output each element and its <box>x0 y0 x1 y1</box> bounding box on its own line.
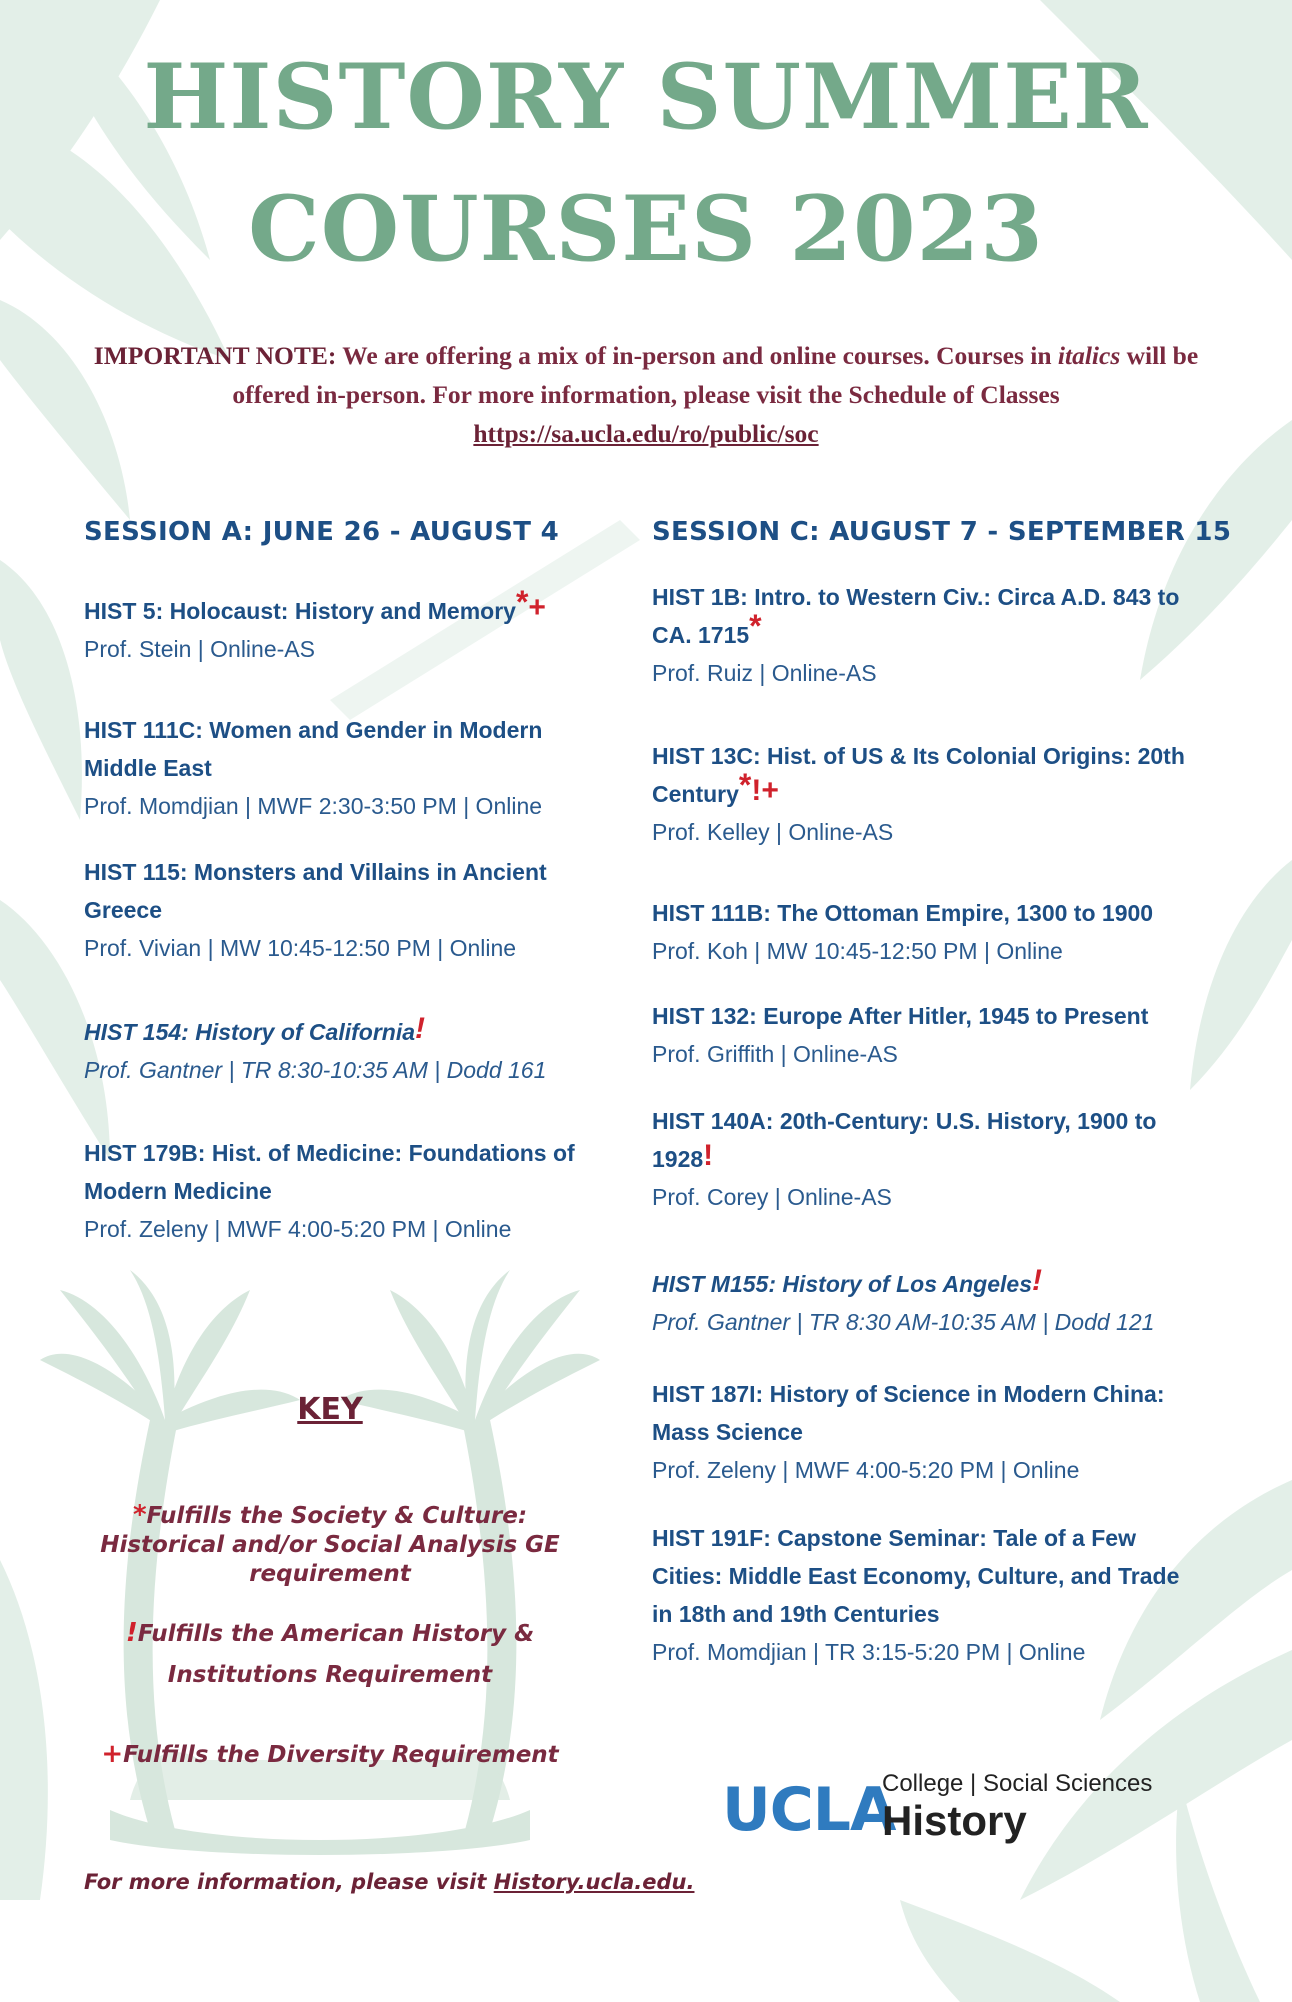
title-line-2: COURSES 2023 <box>248 176 1044 282</box>
plus-mark: + <box>101 1739 124 1769</box>
key-item-text: Fulfills the Society & Culture: Historical and/or Social Analysis GE requirement <box>100 1503 560 1587</box>
session-c-heading: SESSION C: AUGUST 7 - SEPTEMBER 15 <box>652 517 1232 547</box>
course-detail: Prof. Gantner | TR 8:30-10:35 AM | Dodd 161 <box>84 1057 547 1083</box>
course-detail: Prof. Momdjian | MWF 2:30-3:50 PM | Online <box>84 793 543 819</box>
course-detail: Prof. Zeleny | MWF 4:00-5:20 PM | Online <box>84 1216 512 1242</box>
history-website-link[interactable]: History.ucla.edu. <box>493 1870 695 1894</box>
course-entry <box>652 1265 1204 1341</box>
course-title-text: HIST 111C: Women and Gender in Modern Middle East <box>84 717 543 781</box>
course-entry <box>652 1102 1204 1216</box>
star-mark: * <box>132 1500 147 1530</box>
course-title-text: HIST 187I: History of Science in Modern China: Mass Science <box>652 1381 1165 1445</box>
course-entry <box>652 1375 1204 1489</box>
key-item-american-history <box>120 1614 540 1696</box>
exclamation-mark: ! <box>751 774 762 807</box>
title-line-1: HISTORY SUMMER <box>143 44 1149 150</box>
key-item-diversity <box>70 1741 590 1770</box>
note-text-1: We are offering a mix of in-person and online courses. Courses in <box>336 341 1058 370</box>
logo-ucla-wordmark: UCLA <box>722 1775 896 1845</box>
session-a-heading: SESSION A: JUNE 26 - AUGUST 4 <box>84 517 560 547</box>
note-text-2: will be offered in-person. For more information, please visit the Schedule of Classes <box>232 341 1199 409</box>
course-detail: Prof. Griffith | Online-AS <box>652 1041 898 1067</box>
course-title-text: HIST M155: History of Los Angeles <box>652 1271 1032 1297</box>
course-detail: Prof. Corey | Online-AS <box>652 1184 892 1210</box>
key-item-society-culture <box>70 1502 590 1589</box>
course-title <box>84 853 604 929</box>
course-entry <box>652 997 1204 1073</box>
course-title <box>652 1519 1204 1633</box>
exclamation-mark: ! <box>1032 1264 1042 1297</box>
logo-department: History <box>882 1797 1027 1844</box>
course-title-text: HIST 154: History of California <box>84 1019 416 1045</box>
course-title <box>652 737 1204 813</box>
note-lead: IMPORTANT NOTE: <box>93 341 337 370</box>
course-title <box>652 1102 1204 1178</box>
course-entry <box>84 1134 604 1248</box>
course-title-text: HIST 1B: Intro. to Western Civ.: Circa A.D. 843 to CA. 1715 <box>652 584 1180 648</box>
star-mark: * <box>515 584 529 620</box>
key-heading: KEY <box>297 1392 363 1427</box>
course-title <box>652 1375 1204 1451</box>
plus-mark: + <box>761 774 779 807</box>
course-title <box>84 1013 604 1051</box>
course-title-text: HIST 191F: Capstone Seminar: Tale of a Few Cities: Middle East Economy, Culture, and Trade in 18th and 19th Centuries <box>652 1525 1180 1627</box>
course-title <box>652 997 1204 1035</box>
course-title-text: HIST 111B: The Ottoman Empire, 1300 to 1900 <box>652 900 1154 926</box>
course-detail: Prof. Vivian | MW 10:45-12:50 PM | Online <box>84 935 517 961</box>
logo-college-line: College | Social Sciences <box>882 1770 1153 1797</box>
note-italics-word: italics <box>1057 341 1121 370</box>
star-mark: * <box>749 608 762 644</box>
course-title-text: HIST 179B: Hist. of Medicine: Foundations of Modern Medicine <box>84 1140 575 1204</box>
footer-text: For more information, please visit <box>84 1870 494 1894</box>
course-entry <box>84 1013 604 1089</box>
course-entry <box>84 711 604 825</box>
plus-mark: + <box>528 591 546 624</box>
course-entry <box>652 1519 1204 1671</box>
course-title <box>84 584 604 630</box>
course-title-text: HIST 13C: Hist. of US & Its Colonial Origins: 20th Century <box>652 743 1185 807</box>
schedule-of-classes-link[interactable]: https://sa.ucla.edu/ro/public/soc <box>473 419 819 448</box>
course-entry <box>652 578 1204 692</box>
course-entry <box>84 584 604 668</box>
key-item-text: Fulfills the American History & Institutions Requirement <box>137 1621 535 1688</box>
footer-info <box>84 1870 694 1894</box>
course-detail: Prof. Stein | Online-AS <box>84 636 315 662</box>
course-detail: Prof. Kelley | Online-AS <box>652 819 894 845</box>
star-mark: * <box>738 767 752 803</box>
course-entry <box>652 894 1204 970</box>
exclamation-mark: ! <box>703 1139 714 1172</box>
course-title-text: HIST 115: Monsters and Villains in Ancient Greece <box>84 859 547 923</box>
course-title <box>652 1265 1204 1303</box>
course-entry <box>652 737 1204 851</box>
course-title <box>652 578 1204 654</box>
key-item-text: Fulfills the Diversity Requirement <box>123 1742 559 1768</box>
exclamation-mark: ! <box>125 1618 138 1648</box>
important-note <box>70 336 1222 453</box>
course-detail: Prof. Ruiz | Online-AS <box>652 660 877 686</box>
course-detail: Prof. Koh | MW 10:45-12:50 PM | Online <box>652 938 1063 964</box>
course-title <box>84 1134 604 1210</box>
course-title-text: HIST 132: Europe After Hitler, 1945 to Present <box>652 1003 1149 1029</box>
course-title-text: HIST 5: Holocaust: History and Memory <box>84 598 516 624</box>
exclamation-mark: ! <box>415 1012 426 1045</box>
course-title <box>84 711 604 787</box>
course-title <box>652 894 1204 932</box>
course-detail: Prof. Gantner | TR 8:30 AM-10:35 AM | Dodd 121 <box>652 1309 1155 1335</box>
course-title-text: HIST 140A: 20th-Century: U.S. History, 1900 to 1928 <box>652 1108 1157 1172</box>
course-detail: Prof. Momdjian | TR 3:15-5:20 PM | Online <box>652 1639 1086 1665</box>
course-detail: Prof. Zeleny | MWF 4:00-5:20 PM | Online <box>652 1457 1080 1483</box>
course-entry <box>84 853 604 967</box>
